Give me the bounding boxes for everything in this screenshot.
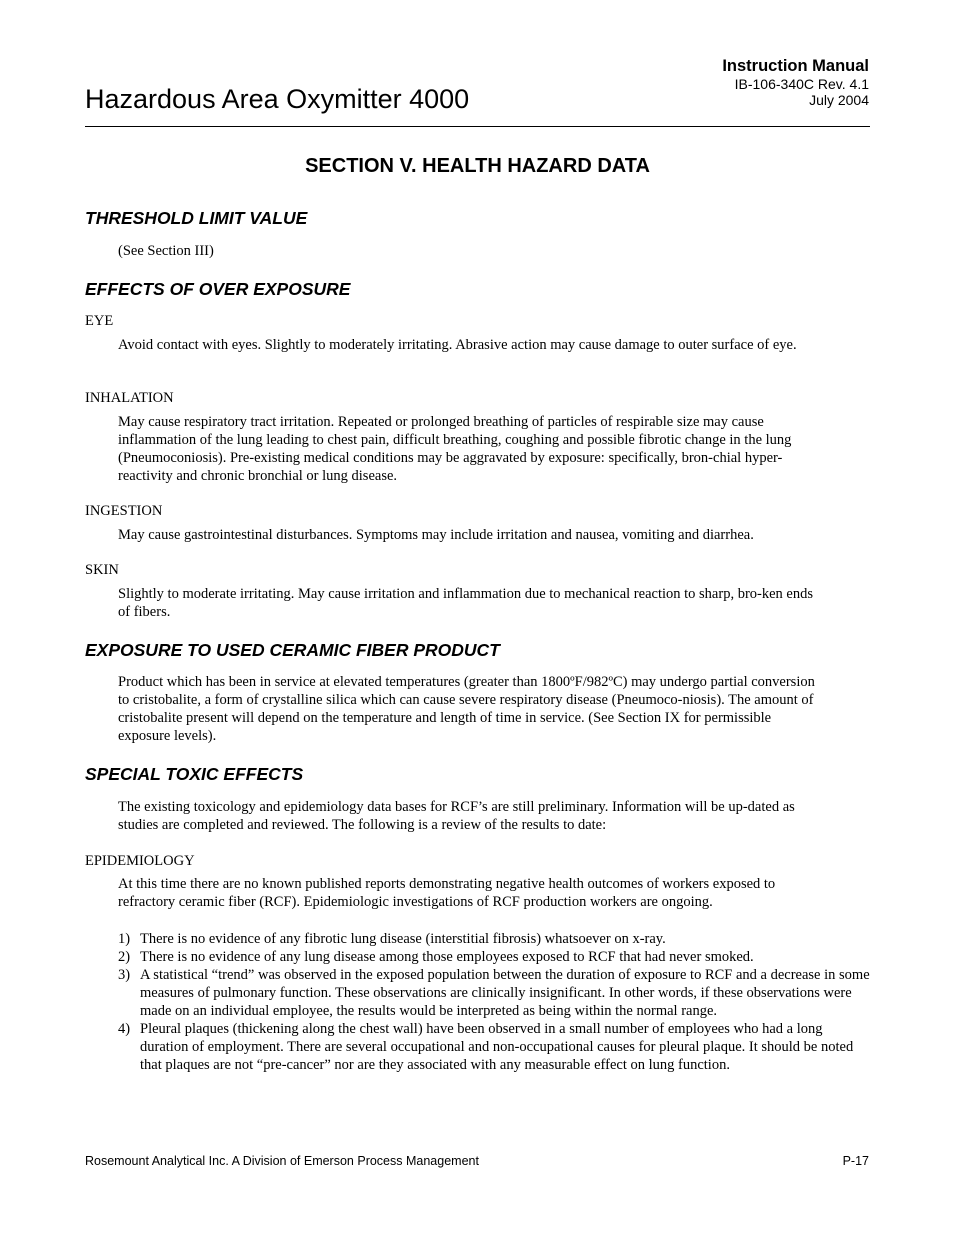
heading-exposure-used-ceramic-fiber: EXPOSURE TO USED CERAMIC FIBER PRODUCT bbox=[85, 640, 500, 660]
list-item-text: Pleural plaques (thickening along the chest wall) have been observed in a small number of employees who had a long duration of employment. There are several occupational and non-occupational causes for pleural plaque. It should be noted that plaques are not “pre-cancer” nor are they associated with any measurable effect on lung function. bbox=[140, 1021, 854, 1073]
list-item bbox=[118, 930, 870, 948]
doc-number: IB-106-340C Rev. 4.1 bbox=[734, 76, 869, 92]
heading-special-toxic-effects: SPECIAL TOXIC EFFECTS bbox=[85, 764, 304, 784]
list-item bbox=[118, 1020, 870, 1074]
list-item bbox=[118, 966, 870, 1020]
label-eye: EYE bbox=[85, 313, 114, 329]
list-item-number: 1) bbox=[118, 931, 131, 947]
threshold-text: (See Section III) bbox=[118, 243, 214, 259]
doc-date: July 2004 bbox=[809, 92, 869, 108]
heading-effects-of-over-exposure: EFFECTS OF OVER EXPOSURE bbox=[85, 279, 351, 299]
special-text: The existing toxicology and epidemiology data bases for RCF’s are still preliminary. Information will be up-dated as studies are completed and reviewed. The following is a review of the results to date: bbox=[118, 799, 795, 833]
list-item-text: There is no evidence of any fibrotic lung disease (interstitial fibrosis) whatsoever on x-ray. bbox=[140, 931, 666, 947]
header-rule bbox=[85, 126, 870, 127]
heading-threshold-limit-value: THRESHOLD LIMIT VALUE bbox=[85, 208, 308, 228]
list-item-text: There is no evidence of any lung disease among those employees exposed to RCF that had never smoked. bbox=[140, 949, 754, 965]
label-ingestion: INGESTION bbox=[85, 503, 163, 519]
list-item-number: 4) bbox=[118, 1021, 131, 1037]
inhalation-text: May cause respiratory tract irritation. Repeated or prolonged breathing of particles of respirable size may cause inflammation of the lung leading to chest pain, difficult breathing, coughing and possible fibrotic change in the lung (Pneumoconiosis). Pre-existing medical conditions may be aggravated by exposure: specifically, bron-chial hyper-reactivity and chronic bronchial or lung disease. bbox=[118, 414, 792, 484]
ingestion-text: May cause gastrointestinal disturbances. Symptoms may include irritation and nausea, vomiting and diarrhea. bbox=[118, 527, 754, 543]
list-item-number: 3) bbox=[118, 967, 131, 983]
label-inhalation: INHALATION bbox=[85, 390, 174, 406]
label-epidemiology: EPIDEMIOLOGY bbox=[85, 853, 195, 869]
document-title: Hazardous Area Oxymitter 4000 bbox=[85, 84, 470, 114]
manual-label: Instruction Manual bbox=[722, 57, 869, 75]
list-item-text: A statistical “trend” was observed in the exposed population between the duration of exposure to RCF and a decrease in some measures of pulmonary function. These observations are clinically insignificant. In other words, if these observations were made on an individual employee, the results would be interpreted as being within the normal range. bbox=[140, 967, 870, 1019]
footer-company: Rosemount Analytical Inc. A Division of Emerson Process Management bbox=[85, 1154, 479, 1168]
list-item-number: 2) bbox=[118, 949, 131, 965]
epidemiology-text: At this time there are no known published reports demonstrating negative health outcomes of workers exposed to refractory ceramic fiber (RCF). Epidemiologic investigations of RCF production workers are ongoing. bbox=[118, 876, 776, 910]
label-skin: SKIN bbox=[85, 562, 119, 578]
findings-list bbox=[118, 930, 870, 1074]
list-item bbox=[118, 948, 870, 966]
exposure-text: Product which has been in service at elevated temperatures (greater than 1800ºF/982ºC) may undergo partial conversion to cristobalite, a form of crystalline silica which can cause severe respiratory disease (Pneumoco-niosis). The amount of cristobalite present will depend on the temperature and length of time in service. (See Section IX for permissible exposure levels). bbox=[118, 674, 815, 744]
skin-text: Slightly to moderate irritating. May cause irritation and inflammation due to mechanical reaction to sharp, bro-ken ends of fibers. bbox=[118, 586, 813, 620]
eye-text: Avoid contact with eyes. Slightly to moderately irritating. Abrasive action may cause damage to outer surface of eye. bbox=[118, 337, 797, 353]
manual-info bbox=[722, 56, 869, 108]
section-title: SECTION V. HEALTH HAZARD DATA bbox=[305, 155, 650, 177]
footer-page-number: P-17 bbox=[842, 1154, 869, 1168]
